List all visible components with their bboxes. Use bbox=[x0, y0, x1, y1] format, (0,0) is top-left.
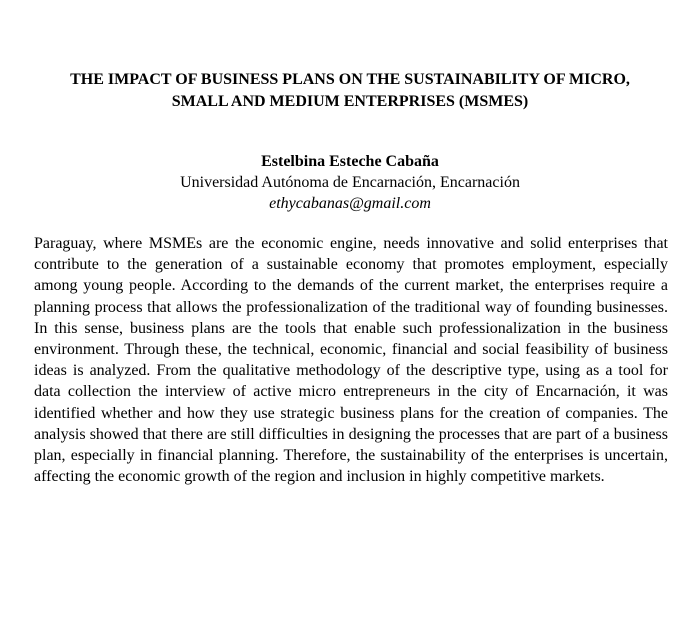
author-email: ethycabanas@gmail.com bbox=[269, 195, 431, 212]
abstract-paragraph: Paraguay, where MSMEs are the economic engine, needs innovative and solid enterprises that contribute to the generation of a sustainable economy that promotes employment, especially among young people. According to the demands of the current market, the enterprises require a planning process that allows the professionalization of the traditional way of founding businesses. In this sense, business plans are the tools that enable such professionalization in the business environment. Through these, the technical, economic, financial and social feasibility of business ideas is analyzed. From the qualitative methodology of the descriptive type, using as a tool for data collection the interview of active micro entrepreneurs in the city of Encarnación, it was identified whether and how they use strategic business plans for the creation of companies. The analysis showed that there are still difficulties in designing the processes that are part of a business plan, especially in financial planning. Therefore, the sustainability of the enterprises is uncertain, affecting the economic growth of the region and inclusion in highly competitive markets. bbox=[34, 235, 668, 486]
paper-title: THE IMPACT OF BUSINESS PLANS ON THE SUSTAINABILITY OF MICRO, SMALL AND MEDIUM ENTERPRISES (MSMES) bbox=[70, 71, 630, 110]
author-name: Estelbina Esteche Cabaña bbox=[261, 153, 439, 170]
author-affiliation: Universidad Autónoma de Encarnación, Encarnación bbox=[180, 174, 520, 191]
author-block bbox=[100, 151, 600, 214]
